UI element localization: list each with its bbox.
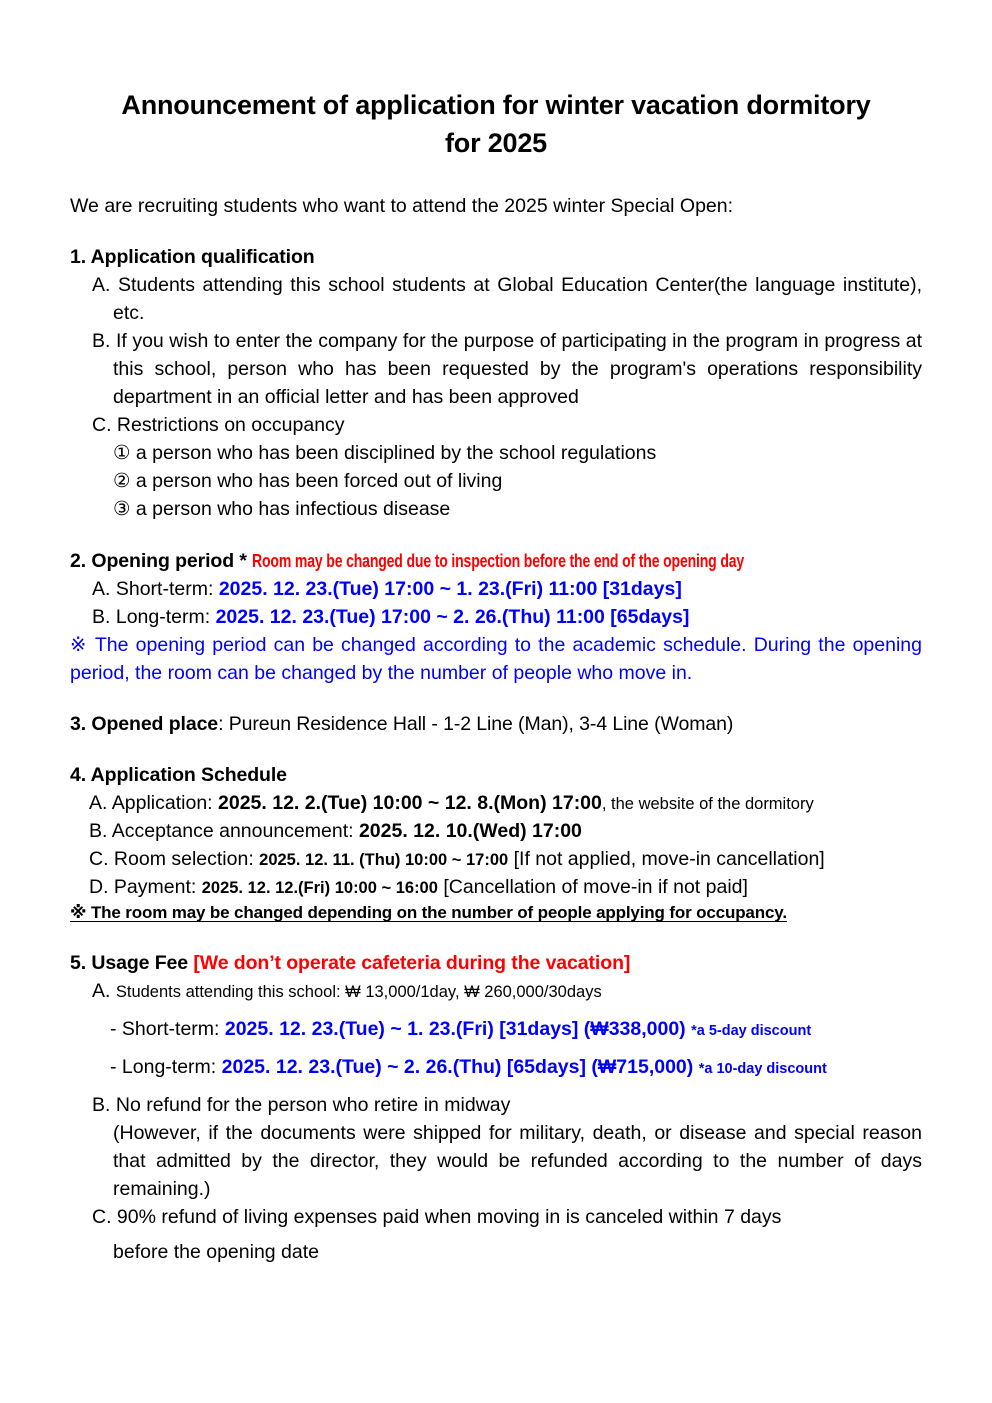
page-title-line-1: Announcement of application for winter vacation dormitory xyxy=(121,90,871,120)
item-text: a person who has been forced out of living xyxy=(135,470,503,493)
item-value: 2025. 12. 12.(Fri) 10:00 ~ 16:00 xyxy=(201,879,438,898)
section-4-item-a xyxy=(70,789,922,817)
item-text: If you wish to enter the company for the purpose of participating in the program in progress at this school, person who has been requested by the program's operations responsibility department in an official letter and has been approved xyxy=(113,329,922,409)
section-5-item-b xyxy=(70,1091,922,1119)
item-suffix: , the website of the dormitory xyxy=(601,795,814,814)
item-label: Acceptance announcement: xyxy=(111,820,359,843)
item-label: Short-term: xyxy=(121,1018,225,1040)
section-5-red-note: [We don’t operate cafeteria during the vacation] xyxy=(193,951,631,974)
item-marker: A. xyxy=(89,792,108,815)
item-value: 2025. 12. 23.(Tue) ~ 1. 23.(Fri) [31days] (₩338,000) xyxy=(224,1018,686,1040)
circled-number-2-icon: ② xyxy=(113,470,131,493)
section-5-heading xyxy=(70,949,922,977)
item-suffix: [Cancellation of move-in if not paid] xyxy=(437,876,748,899)
section-2-note: ※ The opening period can be changed according to the academic schedule. During the opening period, the room can be changed by the number of people who move in. xyxy=(70,633,922,684)
section-2-item-b xyxy=(70,603,922,631)
section-5-heading-label: 5. Usage Fee xyxy=(70,951,189,974)
section-2-red-note: Room may be changed due to inspection before the end of the opening day xyxy=(252,550,745,571)
section-3-heading-label: 3. Opened place xyxy=(70,712,219,735)
document-content xyxy=(70,86,922,1266)
item-value: 2025. 12. 2.(Tue) 10:00 ~ 12. 8.(Mon) 17:00 xyxy=(218,792,602,815)
section-4-item-d xyxy=(70,873,922,901)
circled-number-1-icon: ① xyxy=(113,442,131,465)
section-4-item-c xyxy=(70,845,922,873)
spacer xyxy=(70,220,922,243)
item-text: a person who has been disciplined by the school regulations xyxy=(135,442,657,465)
item-label: Room selection: xyxy=(113,848,260,871)
item-text: Restrictions on occupancy xyxy=(116,414,345,437)
section-1-item-b xyxy=(70,327,922,411)
item-value: 2025. 12. 23.(Tue) ~ 2. 26.(Thu) [65days] (₩715,000) xyxy=(221,1056,694,1079)
section-4-underlined-note: ※ The room may be changed depending on the number of people applying for occupancy. xyxy=(70,903,787,923)
dash-marker: - xyxy=(110,1018,117,1040)
item-label: Long-term: xyxy=(115,605,211,628)
section-4-item-b xyxy=(70,817,922,845)
item-marker: B. xyxy=(89,820,108,843)
item-text: No refund for the person who retire in midway xyxy=(115,1094,511,1117)
item-discount: *a 5-day discount xyxy=(691,1023,812,1039)
page-title-line-2: for 2025 xyxy=(445,128,547,159)
item-marker: B. xyxy=(92,329,111,352)
item-label: Long-term: xyxy=(121,1056,222,1079)
item-suffix: [If not applied, move-in cancellation] xyxy=(508,848,825,871)
section-2-item-a xyxy=(70,575,922,603)
item-label: Short-term: xyxy=(115,577,214,600)
spacer xyxy=(70,1043,922,1053)
item-marker: C. xyxy=(92,414,112,437)
item-marker: A. xyxy=(92,273,111,296)
section-5-item-c-continuation: before the opening date xyxy=(113,1240,320,1263)
section-2-heading-label: 2. Opening period xyxy=(70,549,235,572)
item-marker: A. xyxy=(92,577,111,600)
item-discount: *a 10-day discount xyxy=(698,1061,827,1078)
section-5-short-term xyxy=(70,1015,922,1043)
item-value: 2025. 12. 23.(Tue) 17:00 ~ 1. 23.(Fri) 11:00 [31days] xyxy=(218,577,682,600)
item-marker: D. xyxy=(89,876,109,899)
spacer xyxy=(70,687,922,710)
item-marker: B. xyxy=(92,605,111,628)
section-1-item-c-3 xyxy=(70,495,922,523)
section-1-item-c-1 xyxy=(70,439,922,467)
item-value: 2025. 12. 11. (Thu) 10:00 ~ 17:00 xyxy=(259,851,509,870)
item-label: Payment: xyxy=(113,876,202,899)
section-3-value: : Pureun Residence Hall - 1-2 Line (Man), 3-4 Line (Woman) xyxy=(218,712,734,735)
section-2-star: * xyxy=(239,549,247,572)
item-text: 90% refund of living expenses paid when moving in is canceled within 7 days xyxy=(116,1206,782,1229)
section-5-item-b-continuation: (However, if the documents were shipped for military, death, or disease and special reason that admitted by the director, they would be refunded according to the number of days remaining.) xyxy=(113,1122,922,1201)
section-1-item-c-2 xyxy=(70,467,922,495)
spacer xyxy=(70,524,922,547)
section-5-long-term xyxy=(70,1053,922,1081)
intro-paragraph: We are recruiting students who want to attend the 2025 winter Special Open: xyxy=(70,194,734,217)
section-4-heading: 4. Application Schedule xyxy=(70,763,287,786)
item-text: Students attending this school: ₩ 13,000/1day, ₩ 260,000/30days xyxy=(115,982,602,1001)
item-text: Students attending this school students at Global Education Center(the language institute), etc. xyxy=(113,273,923,324)
circled-number-3-icon: ③ xyxy=(113,498,131,521)
item-marker: C. xyxy=(92,1206,112,1229)
item-marker: C. xyxy=(89,848,109,871)
spacer xyxy=(70,926,922,949)
spacer xyxy=(70,1081,922,1091)
item-marker: B. xyxy=(92,1094,111,1117)
page-title xyxy=(70,86,922,163)
section-1-item-a xyxy=(70,271,922,327)
section-5-item-a xyxy=(70,977,922,1005)
item-marker: A. xyxy=(92,979,111,1002)
spacer xyxy=(70,738,922,761)
section-5-item-c xyxy=(70,1203,922,1231)
dash-marker: - xyxy=(110,1056,117,1079)
section-1-item-c xyxy=(70,411,922,439)
spacer xyxy=(70,1005,922,1015)
item-value: 2025. 12. 23.(Tue) 17:00 ~ 2. 26.(Thu) 11:00 [65days] xyxy=(215,605,690,628)
section-2-heading xyxy=(70,547,922,575)
item-text: a person who has infectious disease xyxy=(135,498,451,521)
item-label: Application: xyxy=(111,792,219,815)
section-3-heading xyxy=(70,710,922,738)
section-1-heading: 1. Application qualification xyxy=(70,245,315,268)
item-value: 2025. 12. 10.(Wed) 17:00 xyxy=(358,820,582,843)
